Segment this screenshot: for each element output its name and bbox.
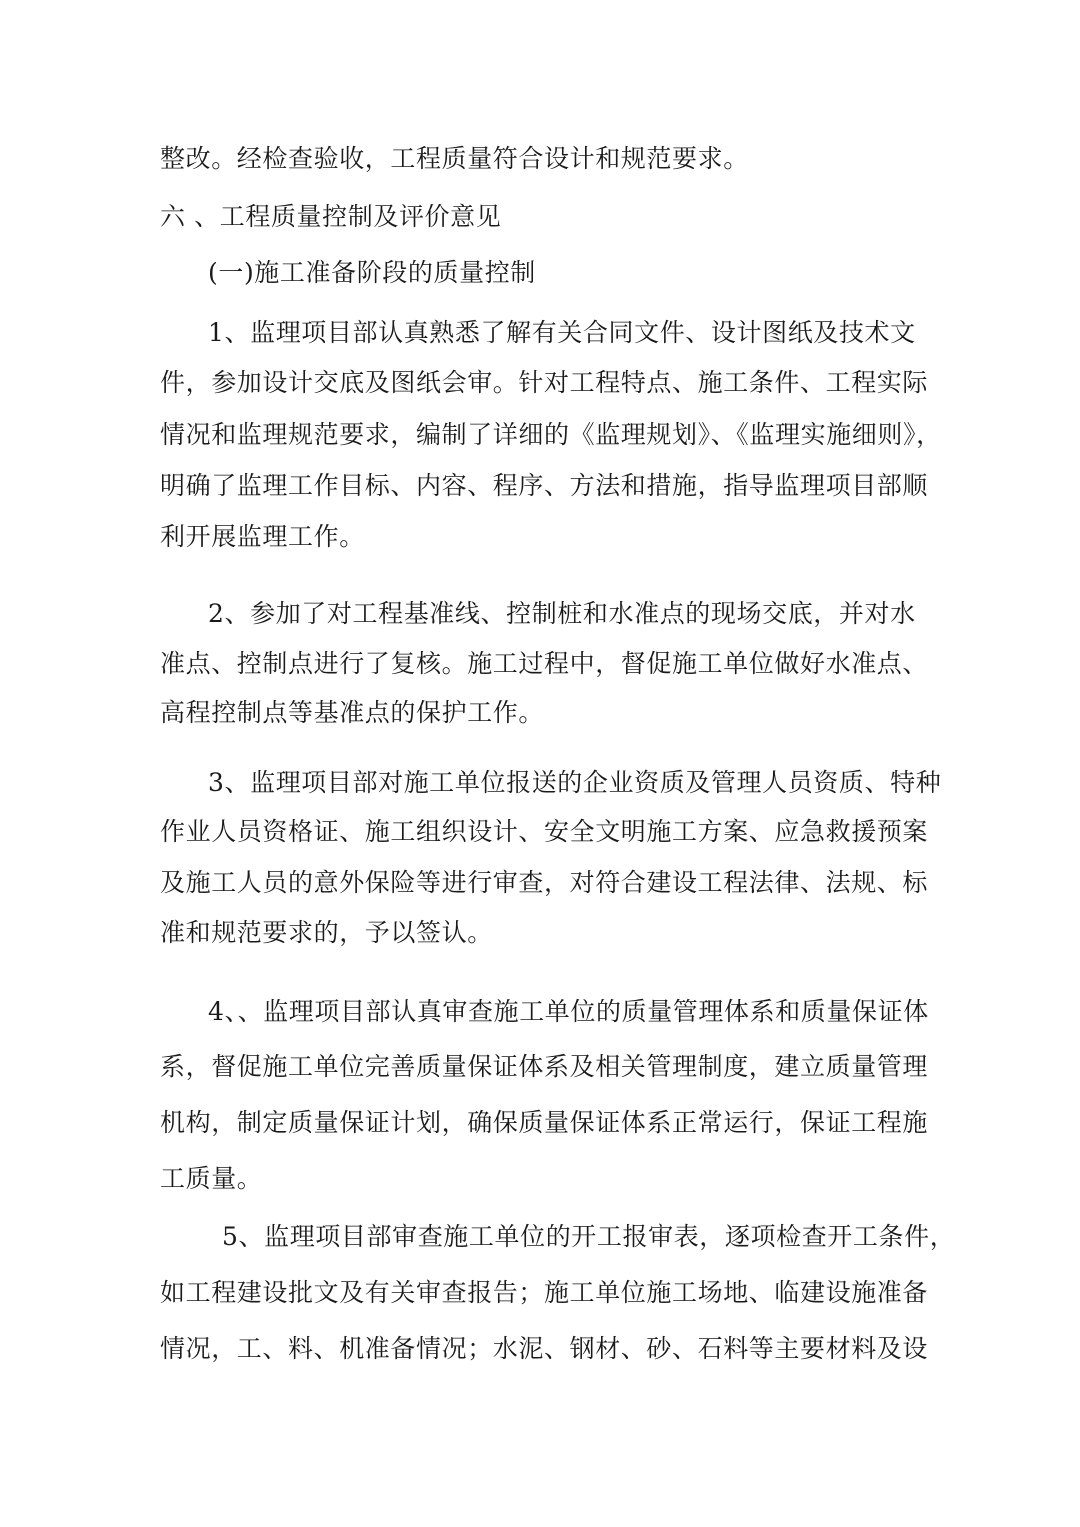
section-heading: 六 、工程质量控制及评价意见 xyxy=(160,202,502,231)
text-line: 整改。经检查验收，工程质量符合设计和规范要求。 xyxy=(160,144,749,173)
paragraph-4-line: 机构，制定质量保证计划，确保质量保证体系正常运行，保证工程施 xyxy=(160,1108,929,1137)
paragraph-5-line: 5、监理项目部审查施工单位的开工报审表，逐项检查开工条件， xyxy=(222,1222,956,1251)
paragraph-3-line: 及施工人员的意外保险等进行审查，对符合建设工程法律、法规、标 xyxy=(160,868,929,897)
subsection-heading: (一)施工准备阶段的质量控制 xyxy=(208,258,536,287)
paragraph-4-line: 系，督促施工单位完善质量保证体系及相关管理制度，建立质量管理 xyxy=(160,1052,929,1081)
paragraph-5-line: 情况，工、料、机准备情况；水泥、钢材、砂、石料等主要材料及设 xyxy=(160,1334,929,1363)
paragraph-1-line: 明确了监理工作目标、内容、程序、方法和措施，指导监理项目部顺 xyxy=(160,471,929,500)
paragraph-4-line: 4、、监理项目部认真审查施工单位的质量管理体系和质量保证体 xyxy=(208,997,929,1026)
paragraph-1-line: 情况和监理规范要求，编制了详细的《监理规划》、《监理实施细则》， xyxy=(160,420,942,449)
paragraph-1-line: 利开展监理工作。 xyxy=(160,522,365,551)
paragraph-1-line: 1、监理项目部认真熟悉了解有关合同文件、设计图纸及技术文 xyxy=(208,318,916,347)
paragraph-2-line: 准点、控制点进行了复核。施工过程中，督促施工单位做好水准点、 xyxy=(160,649,929,678)
paragraph-1-line: 件，参加设计交底及图纸会审。针对工程特点、施工条件、工程实际 xyxy=(160,368,929,397)
paragraph-2-line: 高程控制点等基准点的保护工作。 xyxy=(160,698,545,727)
paragraph-2-line: 2、参加了对工程基准线、控制桩和水准点的现场交底，并对水 xyxy=(208,599,916,628)
paragraph-3-line: 作业人员资格证、施工组织设计、安全文明施工方案、应急救援预案 xyxy=(160,817,929,846)
paragraph-3-line: 准和规范要求的，予以签认。 xyxy=(160,918,493,947)
paragraph-4-line: 工质量。 xyxy=(160,1164,263,1193)
paragraph-3-line: 3、监理项目部对施工单位报送的企业资质及管理人员资质、特种 xyxy=(208,768,942,797)
paragraph-5-line: 如工程建设批文及有关审查报告；施工单位施工场地、临建设施准备 xyxy=(160,1278,929,1307)
